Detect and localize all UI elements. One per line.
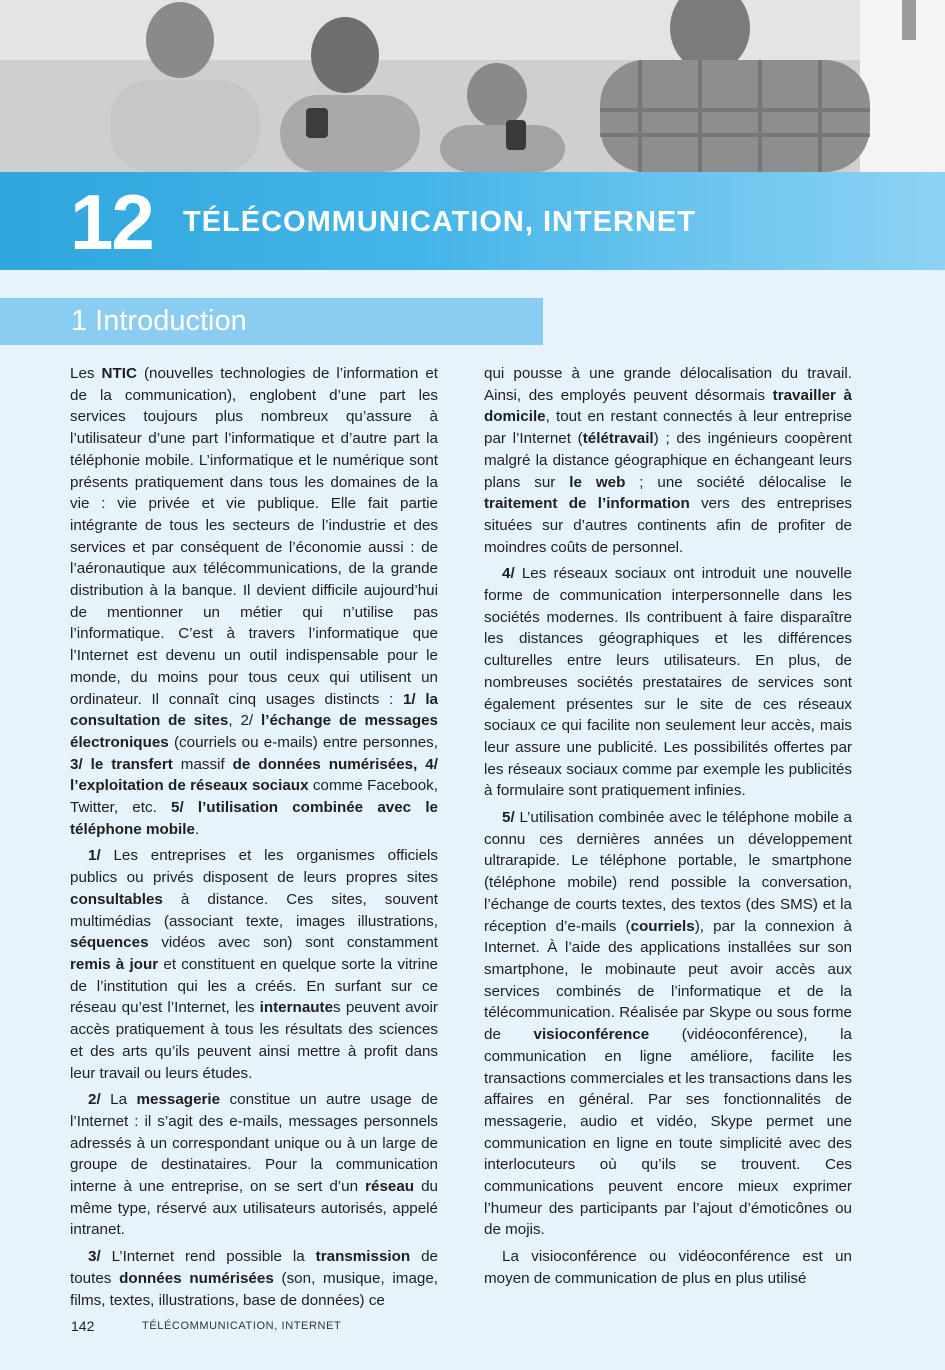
bold-term: 3/ le transfert <box>70 755 173 773</box>
bold-term: l’échange de messages électroniques <box>70 712 439 751</box>
bold-term: transmission <box>315 1248 411 1266</box>
header-photo <box>0 0 945 172</box>
bold-term: courriels <box>630 917 695 935</box>
text-run: vers des entreprises situées sur d’autres continents afin de profiter de moindres coûts de personnel. <box>484 495 852 556</box>
paragraph <box>484 1246 852 1289</box>
paragraph <box>484 563 852 802</box>
chapter-title: TÉLÉCOMMUNICATION, INTERNET <box>183 206 696 238</box>
left-text-column <box>70 363 438 1316</box>
paragraph <box>70 845 438 1084</box>
bold-term: 2/ <box>88 1091 101 1109</box>
text-run: comme Facebook, Twitter, etc. <box>70 777 438 817</box>
paragraph <box>70 1089 438 1241</box>
bold-term: réseau <box>365 1178 415 1196</box>
text-run: vidéos avec son) sont constamment <box>148 934 438 952</box>
text-run: (son, musique, image, films, textes, illustrations, base de données) ce <box>70 1269 439 1309</box>
text-run: , tout en restant connectés à leur entreprise par l’Internet ( <box>484 408 852 448</box>
text-run: constitue un autre usage de l’Internet : il s’agit des e-mails, messages personnels adressés à un correspondant unique ou à un large de groupe de destinataires. Pour la communication interne à une entreprise, on se sert d’un <box>70 1091 438 1196</box>
paragraph <box>484 363 852 558</box>
bold-term: 5/ <box>502 809 515 827</box>
family-with-phones-photo <box>0 0 945 172</box>
bold-term: données numérisées <box>119 1269 274 1287</box>
bold-term: le web <box>569 473 626 491</box>
bold-term: messagerie <box>136 1091 221 1109</box>
running-title: TÉLÉCOMMUNICATION, INTERNET <box>142 1320 342 1332</box>
text-run: et constituent en quelque sorte la vitrine de l’institution qui les a créés. En surfant sur ce réseau qu’est l’Internet, les <box>70 955 438 1017</box>
text-run: (vidéoconférence), la communication en ligne améliore, facilite les transactions commerciales et les transactions dans les affaires en général. Par ses fonctionnalités de messagerie, audio et vidéo, Skype permet une communication en ligne en toute simplicité avec des interlocuteurs où qu’ils se trouvent. Ces communications peuvent encore mieux exprimer l’humeur des participants par l’ajout d’émoticônes ou de mojis. <box>484 1026 852 1239</box>
text-run: ) ; des ingénieurs coopèrent malgré la distance géographique en échangeant leurs plans sur <box>484 430 852 491</box>
bold-term: de données numérisées, <box>232 755 418 773</box>
text-run: (courriels ou e-mails) entre personnes, <box>168 733 438 751</box>
right-text-column <box>484 363 852 1295</box>
text-run: massif <box>172 755 233 773</box>
page-number: 142 <box>71 1318 95 1334</box>
text-run: Les <box>70 365 102 382</box>
chapter-number: 12 <box>70 178 153 266</box>
text-run: s peuvent avoir accès pratiquement à tous les résultats des sciences et des arts qu’ils peuvent ainsi mettre à profit dans leur travail ou leurs études. <box>70 999 438 1082</box>
bold-term: internaute <box>259 999 334 1017</box>
text-run: ; une société délocalise le <box>625 473 852 491</box>
text-run: L’utilisation combinée avec le téléphone mobile a connu ces dernières années un développement ultrarapide. Le téléphone portable, le smartphone (téléphone mobile) rend possible la conversation, l’échange de courts textes, des textos (des SMS) et la réception d’e-mails ( <box>484 809 852 935</box>
paragraph <box>70 363 438 840</box>
bold-term: télétravail <box>582 430 654 448</box>
paragraph <box>484 807 852 1241</box>
text-run: , 2/ <box>228 712 262 730</box>
text-run: (nouvelles technologies de l’information et de la communication), englobent d’une part les services toujours plus nombreux qu’assure à l’utilisateur d’une part l’informatique et d’autre part la téléphonie mobile. L’informatique et le numérique sont présents pratiquement dans tous les domaines de la vie : vie privée et vie publique. Elle fait partie intégrante de tous les secteurs de l’industrie et des services et par conséquent de l’économie aussi : de l’aéronautique aux télécommunications, de la grande distribution à la banque. Il devient difficile aujourd’hui de mentionner un métier qui n’utilise pas l’informatique. C’est à travers l’informatique que l’Internet est devenu un outil indispensable pour le monde, du moins pour tous ceux qui utilisent un ordinateur. Il connaît cinq usages distincts : <box>70 365 438 708</box>
text-run: L’Internet rend possible la <box>100 1248 316 1266</box>
bold-term: remis à jour <box>70 955 159 973</box>
text-run: à distance. Ces sites, souvent multimédias (associant texte, images illustrations, <box>70 890 438 930</box>
bold-term: 1/ <box>88 847 101 865</box>
bold-term: visioconférence <box>533 1026 650 1044</box>
section-title: 1 Introduction <box>71 305 247 337</box>
bold-term: séquences <box>70 934 149 952</box>
text-run: ), par la connexion à Internet. À l’aide des applications installées sur son smartphone, le mobinaute peut avoir accès aux services combinés de l’informatique et de la télécommunication. Réalisée par Skype ou sous forme de <box>484 917 852 1044</box>
text-run: de toutes <box>70 1248 438 1287</box>
text-run: qui pousse à une grande délocalisation du travail. Ainsi, des employés peuvent désormais <box>484 365 852 404</box>
bold-term: traitement de l’information <box>484 495 690 513</box>
text-run: La <box>100 1091 137 1109</box>
paragraph <box>70 1246 438 1311</box>
bold-term: 3/ <box>88 1248 101 1266</box>
bold-term: travailler à domicile <box>484 386 852 426</box>
bold-term: NTIC <box>101 365 137 382</box>
text-run: Les entreprises et les organismes officiels publics ou privés disposent de leurs propres sites <box>70 847 438 887</box>
bold-term: 5/ l’utilisation combinée avec le téléphone mobile <box>70 799 438 838</box>
text-run: Les réseaux sociaux ont introduit une nouvelle forme de communication interpersonnelle dans les sociétés modernes. Ils contribuent à faire disparaître les distances géographiques et les différences culturelles entre leurs utilisateurs. En plus, de nombreuses sociétés prestataires de services sont également présentes sur le site de ces réseaux sociaux ce qui facilite non seulement leur accès, mais leur assure une publicité. Les possibilités offertes par les réseaux sociaux comme par exemple les publicités à formulaire sont pratiquement infinies. <box>484 565 852 800</box>
bold-term: consultables <box>70 890 163 908</box>
text-run: La visioconférence ou vidéoconférence est un moyen de communication de plus en plus utilisé <box>484 1248 852 1287</box>
text-run: du même type, réservé aux utilisateurs autorisés, appelé intranet. <box>70 1178 438 1239</box>
bold-term: 1/ la consultation de sites <box>70 690 438 730</box>
bold-term: 4/ <box>502 565 515 583</box>
text-run: . <box>194 820 200 838</box>
bold-term: 4/ l’exploitation de réseaux sociaux <box>70 755 438 795</box>
